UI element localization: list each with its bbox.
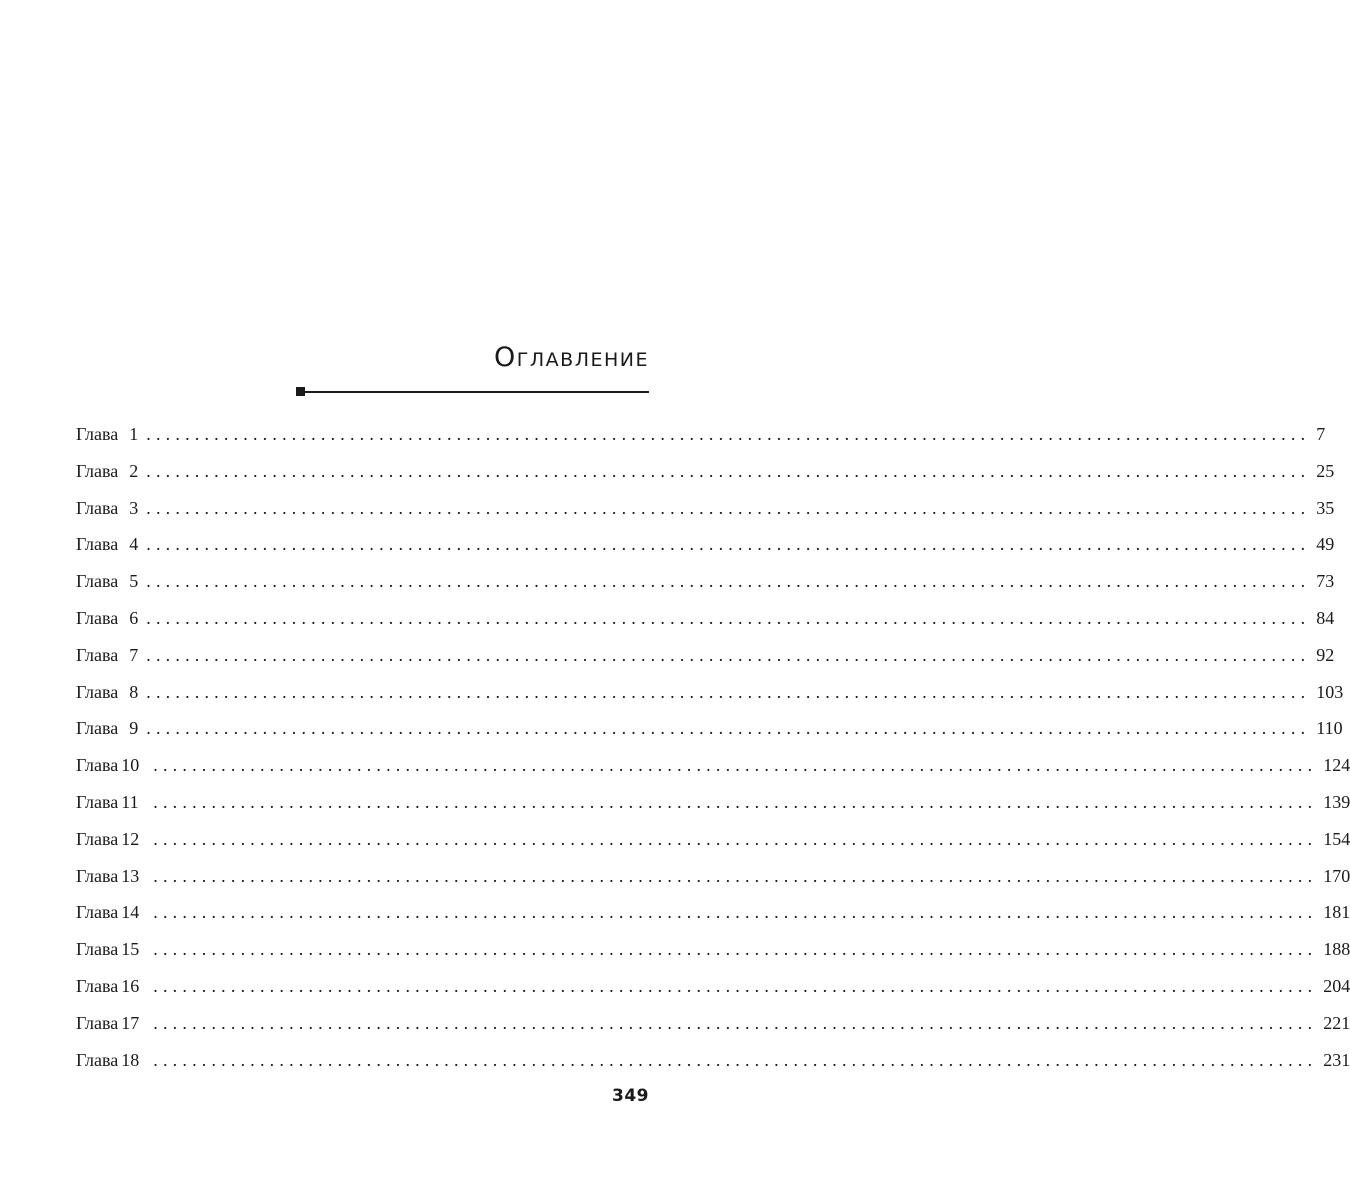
toc-entry-leader-dots: ........................................................................................................................ — [153, 865, 1318, 886]
toc-entry — [76, 898, 1350, 935]
toc-entry — [76, 751, 1350, 788]
toc-entry-chapter-number: 18 — [121, 1049, 140, 1070]
toc-entry-page: 92 — [1316, 644, 1335, 665]
toc-entry-label — [76, 714, 138, 742]
toc-entry-label — [76, 788, 145, 816]
toc-entry-word: Глава — [76, 975, 119, 996]
toc-entry-label — [76, 457, 138, 485]
toc-entry-word: Глава — [76, 755, 119, 776]
toc-entry-leader-dots: ........................................................................................................................ — [153, 902, 1318, 923]
title-rule — [296, 386, 649, 398]
toc-entry-leader-dots: ........................................................................................................................ — [153, 939, 1318, 960]
toc-entry-word: Глава — [76, 497, 119, 518]
toc-entry-word: Глава — [76, 460, 119, 481]
toc-entry-leader-dots: ........................................................................................................................ — [153, 828, 1318, 849]
toc-entry-page: 124 — [1323, 755, 1350, 776]
toc-entry — [76, 972, 1350, 1009]
toc-entry-chapter-number: 15 — [121, 939, 140, 960]
toc-entry-leader-dots: ........................................................................................................................ — [146, 424, 1311, 444]
toc-entry-label — [76, 420, 138, 448]
toc-entry-word: Глава — [76, 828, 119, 849]
toc-entry-word: Глава — [76, 607, 119, 628]
toc-entry-page: 35 — [1316, 497, 1335, 518]
toc-entry — [76, 457, 1335, 494]
toc-entry-page: 139 — [1323, 791, 1350, 812]
toc-entry-label — [76, 898, 145, 926]
toc-entry-leader-dots: ........................................................................................................................ — [146, 534, 1311, 555]
toc-entry-word: Глава — [76, 902, 119, 923]
toc-entry-page: 170 — [1323, 865, 1350, 886]
toc-entry — [76, 788, 1350, 825]
page-number: 349 — [612, 1086, 649, 1106]
toc-entry-chapter-number: 12 — [121, 828, 140, 849]
toc-entry-leader-dots: ........................................................................................................................ — [153, 1049, 1318, 1070]
toc-entry-word: Глава — [76, 1012, 119, 1033]
toc-entry — [76, 714, 1343, 751]
toc-entry — [76, 1046, 1350, 1083]
toc-entry-page: 103 — [1316, 681, 1344, 702]
toc-entry-label — [76, 935, 145, 963]
toc-entry-chapter-number: 16 — [121, 975, 140, 996]
toc-entry — [76, 420, 1326, 457]
toc-entry-label — [76, 494, 138, 522]
table-of-contents — [76, 420, 1350, 1082]
toc-entry-page: 110 — [1316, 718, 1343, 739]
toc-entry-chapter-number: 13 — [121, 865, 140, 886]
toc-entry-chapter-number: 2 — [129, 460, 139, 481]
toc-entry-label — [76, 862, 145, 890]
toc-entry-word: Глава — [76, 865, 119, 886]
toc-entry-chapter-number: 9 — [129, 718, 139, 739]
toc-entry-label — [76, 1046, 145, 1074]
toc-entry-leader-dots: ........................................................................................................................ — [153, 755, 1318, 776]
toc-entry-page: 188 — [1323, 939, 1350, 960]
toc-entry-page: 25 — [1316, 460, 1335, 481]
page-title: Оглавление — [494, 342, 649, 373]
toc-entry — [76, 494, 1335, 531]
toc-entry-chapter-number: 3 — [129, 497, 139, 518]
toc-entry-leader-dots: ........................................................................................................................ — [146, 607, 1311, 628]
toc-entry-word: Глава — [76, 681, 119, 702]
toc-entry — [76, 567, 1335, 604]
toc-entry-word: Глава — [76, 718, 119, 739]
toc-entry-chapter-number: 5 — [129, 571, 139, 592]
toc-entry-leader-dots: ........................................................................................................................ — [146, 460, 1311, 481]
toc-entry — [76, 935, 1350, 972]
toc-entry-word: Глава — [76, 791, 119, 812]
toc-entry-word: Глава — [76, 644, 119, 665]
toc-entry — [76, 825, 1350, 862]
toc-entry-leader-dots: ........................................................................................................................ — [153, 1012, 1318, 1033]
toc-entry-chapter-number: 17 — [121, 1012, 140, 1033]
toc-entry-leader-dots: ........................................................................................................................ — [146, 718, 1311, 739]
toc-entry-page: 84 — [1316, 607, 1335, 628]
toc-entry-leader-dots: ........................................................................................................................ — [146, 681, 1311, 702]
toc-entry-chapter-number: 1 — [129, 424, 139, 444]
toc-entry-word: Глава — [76, 1049, 119, 1070]
toc-entry-label — [76, 641, 138, 669]
rule-square-ornament — [296, 387, 305, 396]
toc-entry-label — [76, 972, 145, 1000]
toc-entry-chapter-number: 14 — [121, 902, 140, 923]
toc-entry-word: Глава — [76, 939, 119, 960]
toc-entry-chapter-number: 11 — [121, 791, 139, 812]
toc-entry — [76, 678, 1344, 715]
toc-entry-leader-dots: ........................................................................................................................ — [153, 791, 1318, 812]
toc-entry-page: 221 — [1323, 1012, 1350, 1033]
toc-entry-page: 204 — [1323, 975, 1350, 996]
toc-entry-chapter-number: 8 — [129, 681, 139, 702]
rule-line — [305, 391, 649, 393]
toc-entry — [76, 604, 1335, 641]
toc-entry — [76, 641, 1335, 678]
toc-entry-chapter-number: 4 — [129, 534, 139, 555]
toc-entry-leader-dots: ........................................................................................................................ — [153, 975, 1318, 996]
toc-entry-label — [76, 604, 138, 632]
toc-entry-label — [76, 1009, 145, 1037]
toc-entry-page: 181 — [1323, 902, 1350, 923]
toc-entry-label — [76, 678, 138, 706]
toc-entry-word: Глава — [76, 424, 119, 444]
toc-entry-word: Глава — [76, 534, 119, 555]
toc-entry — [76, 862, 1350, 899]
toc-entry-label — [76, 567, 138, 595]
toc-entry-page: 231 — [1323, 1049, 1350, 1070]
toc-entry-page: 154 — [1323, 828, 1350, 849]
toc-entry-chapter-number: 10 — [121, 755, 140, 776]
toc-entry-chapter-number: 6 — [129, 607, 139, 628]
toc-entry-label — [76, 825, 145, 853]
toc-entry-leader-dots: ........................................................................................................................ — [146, 644, 1311, 665]
toc-entry — [76, 1009, 1350, 1046]
toc-entry-chapter-number: 7 — [129, 644, 139, 665]
toc-entry-leader-dots: ........................................................................................................................ — [146, 497, 1311, 518]
toc-entry-page: 7 — [1316, 424, 1326, 444]
toc-entry-label — [76, 751, 145, 779]
toc-entry-page: 49 — [1316, 534, 1335, 555]
toc-entry — [76, 530, 1335, 567]
toc-entry-leader-dots: ........................................................................................................................ — [146, 571, 1311, 592]
toc-entry-label — [76, 530, 138, 558]
toc-entry-word: Глава — [76, 571, 119, 592]
toc-entry-page: 73 — [1316, 571, 1335, 592]
